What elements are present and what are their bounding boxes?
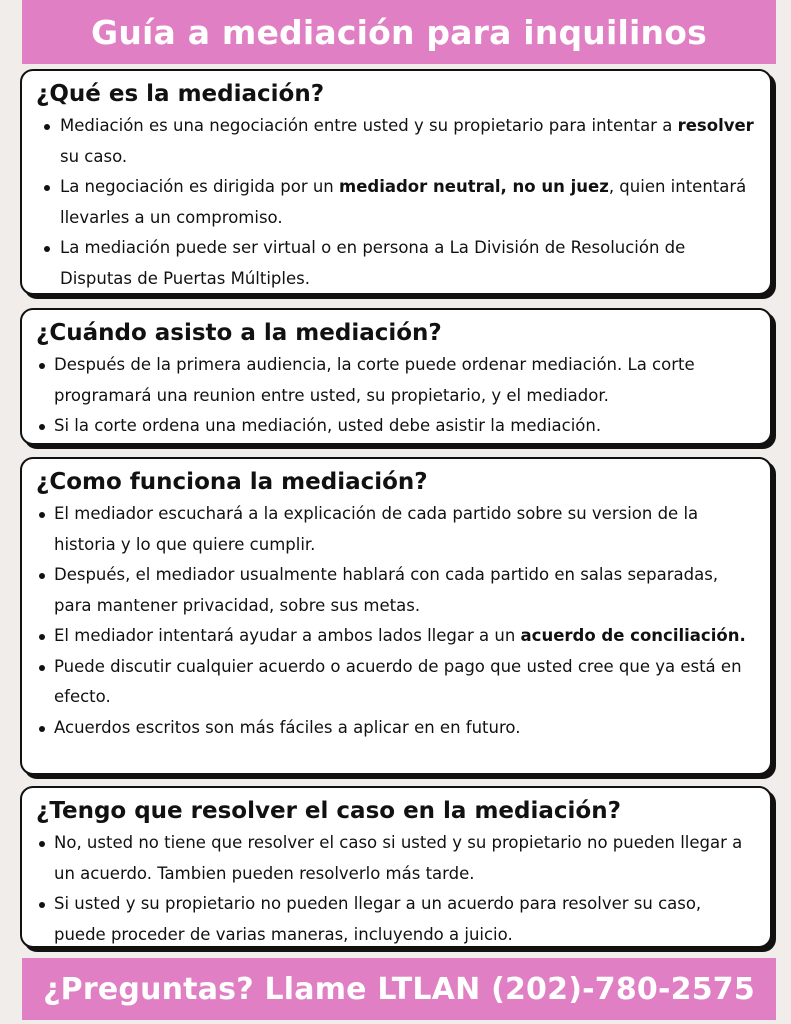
section-heading: ¿Tengo que resolver el caso en la mediación? [36, 798, 621, 824]
list-item: La negociación es dirigida por un mediador neutral, no un juez, quien intentará llevarles a un compromiso. [36, 172, 756, 233]
list-item: El mediador escuchará a la explicación de cada partido sobre su version de la historia y lo que quiere cumplir. [36, 499, 756, 560]
bullet-list [36, 499, 756, 743]
page-title-banner [22, 0, 776, 64]
contact-banner [22, 958, 776, 1020]
list-item: Mediación es una negociación entre usted y su propietario para intentar a resolver su caso. [36, 111, 756, 172]
section-how-it-works [20, 457, 772, 775]
bullet-list [36, 111, 756, 294]
section-must-resolve [20, 786, 772, 948]
list-item: Si la corte ordena una mediación, usted debe asistir la mediación. [36, 411, 756, 442]
list-item: Acuerdos escritos son más fáciles a aplicar en en futuro. [36, 713, 756, 744]
contact-text: ¿Preguntas? Llame LTLAN (202)-780-2575 [43, 971, 755, 1007]
list-item: Puede discutir cualquier acuerdo o acuerdo de pago que usted cree que ya está en efecto. [36, 652, 756, 713]
list-item: Después de la primera audiencia, la corte puede ordenar mediación. La corte programará una reunion entre usted, su propietario, y el mediador. [36, 350, 756, 411]
list-item: La mediación puede ser virtual o en persona a La División de Resolución de Disputas de Puertas Múltiples. [36, 233, 756, 294]
bullet-list [36, 828, 756, 950]
section-heading: ¿Qué es la mediación? [36, 81, 325, 107]
page-title: Guía a mediación para inquilinos [91, 12, 707, 52]
list-item: No, usted no tiene que resolver el caso si usted y su propietario no pueden llegar a un acuerdo. Tambien pueden resolverlo más tarde. [36, 828, 756, 889]
section-heading: ¿Como funciona la mediación? [36, 469, 428, 495]
list-item: El mediador intentará ayudar a ambos lados llegar a un acuerdo de conciliación. [36, 621, 756, 652]
section-when-attend [20, 308, 772, 445]
list-item: Si usted y su propietario no pueden llegar a un acuerdo para resolver su caso, puede proceder de varias maneras, incluyendo a juicio. [36, 889, 756, 950]
bullet-list [36, 350, 756, 442]
section-heading: ¿Cuándo asisto a la mediación? [36, 320, 442, 346]
list-item: Después, el mediador usualmente hablará con cada partido en salas separadas, para mantener privacidad, sobre sus metas. [36, 560, 756, 621]
section-what-is-mediation [20, 69, 772, 295]
